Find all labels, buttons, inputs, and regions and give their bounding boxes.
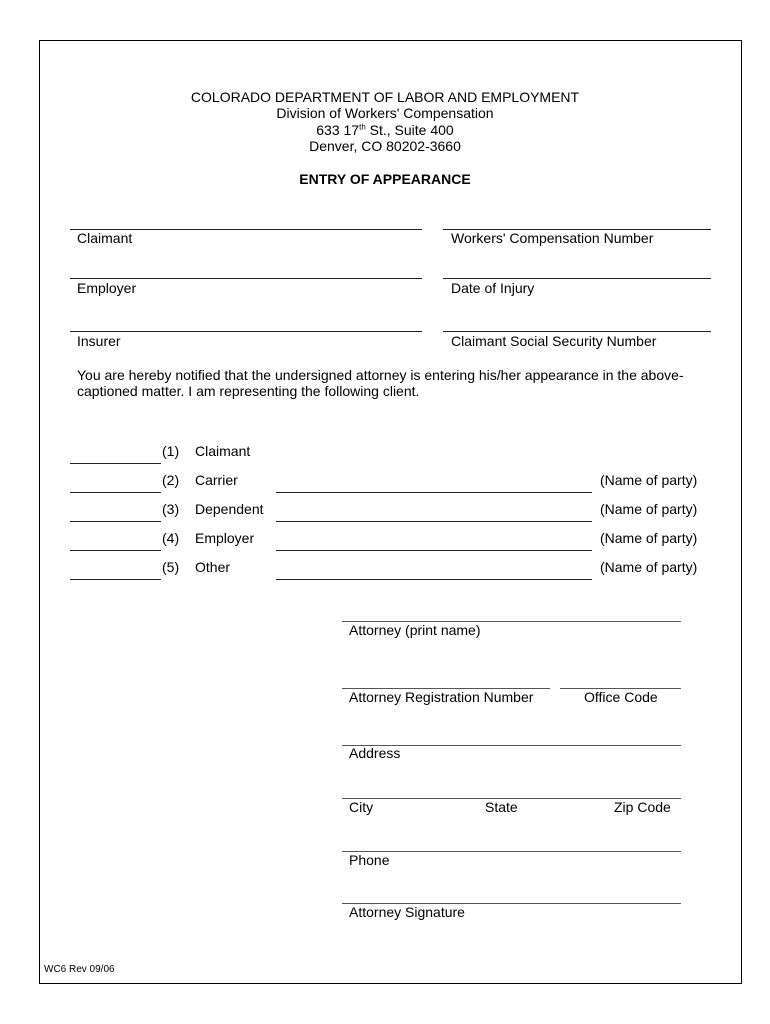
- party-name-label: (Name of party): [600, 501, 698, 517]
- party-check-field[interactable]: [70, 550, 161, 551]
- signature-label: Attorney Signature: [349, 904, 465, 920]
- phone-field[interactable]: [342, 851, 681, 852]
- attorney-name-label: Attorney (print name): [349, 622, 481, 638]
- party-name-label: (Name of party): [600, 472, 698, 488]
- party-label: Employer: [195, 530, 255, 546]
- party-check-field[interactable]: [70, 521, 161, 522]
- zip-label: Zip Code: [614, 799, 671, 815]
- party-number: (2): [162, 472, 180, 488]
- phone-label: Phone: [349, 852, 390, 868]
- notice-line-2: captioned matter. I am representing the following client.: [77, 383, 420, 399]
- party-label: Claimant: [195, 443, 251, 459]
- street-address: 633 17th St., Suite 400: [316, 122, 454, 138]
- insurer-field[interactable]: [70, 331, 422, 332]
- employer-field[interactable]: [70, 278, 422, 279]
- party-name-field[interactable]: [276, 521, 592, 522]
- date-of-injury-field[interactable]: [443, 278, 711, 279]
- employer-label: Employer: [77, 280, 137, 296]
- registration-number-label: Attorney Registration Number: [349, 689, 534, 705]
- ssn-label: Claimant Social Security Number: [451, 333, 657, 349]
- party-name-field[interactable]: [276, 550, 592, 551]
- party-label: Other: [195, 559, 231, 575]
- party-number: (4): [162, 530, 180, 546]
- ssn-field[interactable]: [443, 331, 711, 332]
- party-label: Carrier: [195, 472, 238, 488]
- division-name: Division of Workers' Compensation: [276, 105, 494, 121]
- insurer-label: Insurer: [77, 333, 121, 349]
- party-number: (1): [162, 443, 180, 459]
- party-check-field[interactable]: [70, 492, 161, 493]
- agency-name: COLORADO DEPARTMENT OF LABOR AND EMPLOYMENT: [190, 89, 580, 105]
- office-code-label: Office Code: [584, 689, 658, 705]
- party-check-field[interactable]: [70, 579, 161, 580]
- form-id: WC6 Rev 09/06: [44, 964, 115, 975]
- form-title: ENTRY OF APPEARANCE: [299, 171, 471, 187]
- date-of-injury-label: Date of Injury: [451, 280, 535, 296]
- claimant-label: Claimant: [77, 230, 133, 246]
- party-label: Dependent: [195, 501, 264, 517]
- notice-line-1: You are hereby notified that the undersigned attorney is entering his/her appearance in the above-: [77, 367, 684, 383]
- party-name-label: (Name of party): [600, 530, 698, 546]
- address-label: Address: [349, 745, 401, 761]
- party-name-field[interactable]: [276, 579, 592, 580]
- party-name-field[interactable]: [276, 492, 592, 493]
- wc-number-label: Workers' Compensation Number: [451, 230, 654, 246]
- party-number: (3): [162, 501, 180, 517]
- party-name-label: (Name of party): [600, 559, 698, 575]
- party-number: (5): [162, 559, 180, 575]
- party-check-field[interactable]: [70, 463, 161, 464]
- city-label: City: [349, 799, 374, 815]
- state-label: State: [485, 799, 518, 815]
- city-address: Denver, CO 80202-3660: [309, 138, 461, 154]
